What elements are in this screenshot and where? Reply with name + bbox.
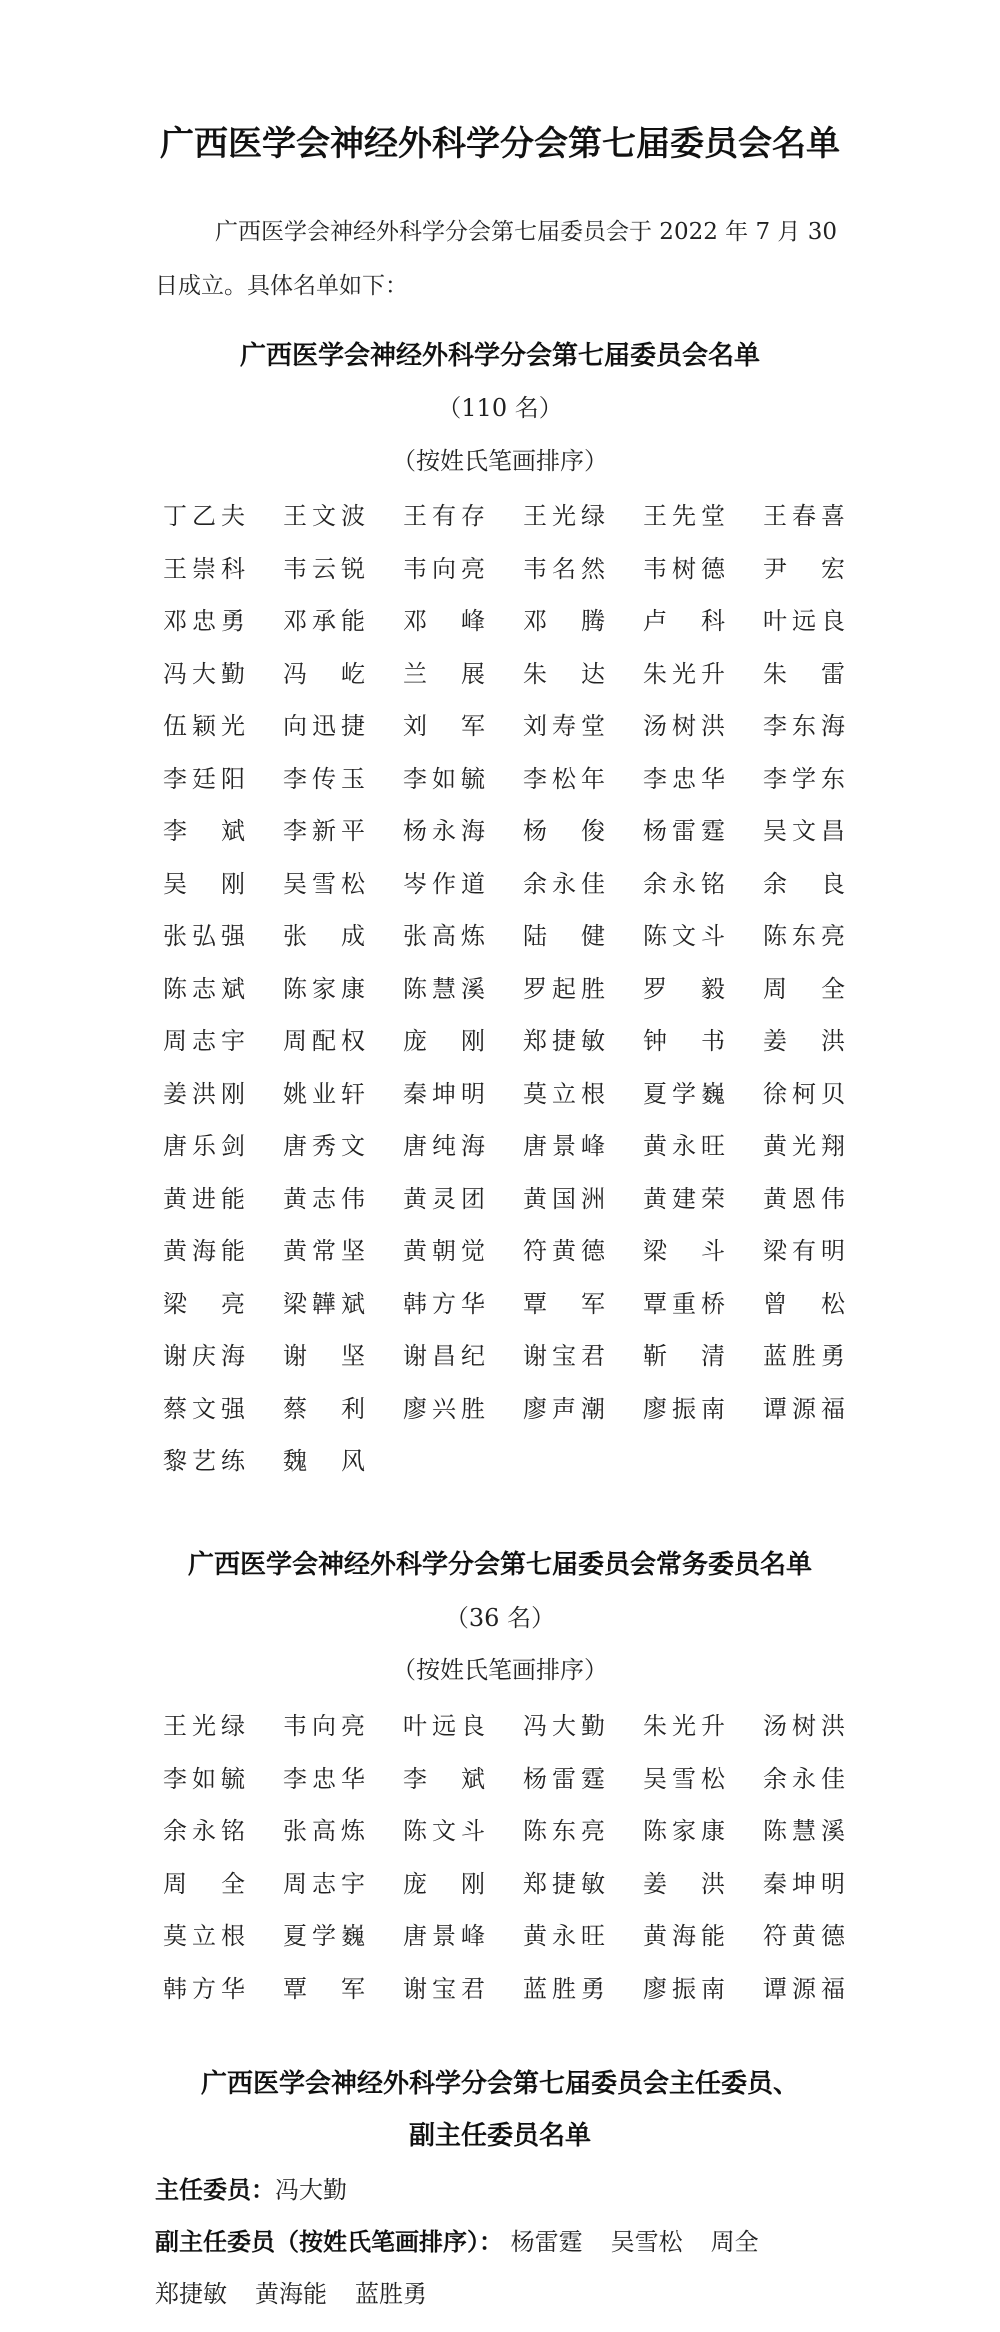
member-name: 余永铭 xyxy=(163,1817,245,1845)
member-name: 张高炼 xyxy=(283,1817,365,1845)
member-name: 谢昌纪 xyxy=(403,1342,485,1370)
member-name: 覃重桥 xyxy=(643,1289,725,1318)
member-name: 李学东 xyxy=(763,764,845,793)
standing-title: 广西医学会神经外科学分会第七届委员会常务委员名单 xyxy=(187,1550,812,1580)
member-name: 覃军 xyxy=(523,1289,605,1318)
member-name: 符黄德 xyxy=(523,1237,605,1265)
member-name: 蓝胜勇 xyxy=(763,1342,845,1370)
member-name: 王有存 xyxy=(403,502,485,530)
member-name: 蔡利 xyxy=(283,1394,365,1423)
member-name: 梁有明 xyxy=(763,1237,845,1265)
member-name: 罗毅 xyxy=(643,974,725,1003)
member-name: 余良 xyxy=(763,869,845,898)
member-name: 杨雷霆 xyxy=(643,817,725,845)
member-name: 陈志斌 xyxy=(163,974,245,1003)
member-name: 姚业轩 xyxy=(283,1079,365,1108)
vice-chair-name: 吴雪松 xyxy=(610,2228,683,2256)
member-name: 邓峰 xyxy=(403,607,485,635)
member-name: 黄朝觉 xyxy=(403,1237,485,1265)
member-name: 黄永旺 xyxy=(643,1132,725,1160)
member-name: 梁亮 xyxy=(163,1289,245,1318)
member-name: 张弘强 xyxy=(163,922,245,950)
member-name: 姜洪 xyxy=(763,1027,845,1055)
member-name: 韦树德 xyxy=(643,554,725,583)
standing-order-note: （按姓氏笔画排序） xyxy=(392,1656,608,1684)
member-name: 黄海能 xyxy=(643,1922,725,1950)
member-name: 靳清 xyxy=(643,1342,725,1370)
member-name: 李松年 xyxy=(523,764,605,793)
member-name: 冯大勤 xyxy=(163,659,245,688)
vice-chair-name: 郑捷敏 xyxy=(155,2280,227,2308)
member-name: 李廷阳 xyxy=(163,764,245,793)
member-name: 韦名然 xyxy=(523,554,605,583)
member-name: 唐纯海 xyxy=(403,1132,485,1160)
member-name: 谢庆海 xyxy=(163,1342,245,1370)
member-name: 黎艺练 xyxy=(163,1447,245,1475)
member-name: 秦坤明 xyxy=(763,1869,845,1898)
member-name: 兰展 xyxy=(403,659,485,688)
member-name: 李忠华 xyxy=(283,1764,365,1793)
leaders-title-line1: 广西医学会神经外科学分会第七届委员会主任委员、 xyxy=(200,2069,799,2099)
member-name: 梁韡斌 xyxy=(283,1289,365,1318)
member-name: 谭源福 xyxy=(763,1394,845,1423)
member-name: 莫立根 xyxy=(523,1079,605,1108)
member-name: 王光绿 xyxy=(523,502,605,530)
member-name: 周全 xyxy=(763,974,845,1003)
member-name: 黄光翔 xyxy=(763,1132,845,1160)
member-name: 钟书 xyxy=(643,1027,725,1055)
committee-title: 广西医学会神经外科学分会第七届委员会名单 xyxy=(239,341,760,371)
chair-name: 冯大勤 xyxy=(275,2176,347,2204)
member-name: 罗起胜 xyxy=(523,974,605,1003)
member-name: 郑捷敏 xyxy=(523,1027,605,1055)
member-name: 李如毓 xyxy=(163,1764,245,1793)
member-name: 陈东亮 xyxy=(523,1817,605,1845)
member-name: 姜洪刚 xyxy=(163,1079,245,1108)
vice-chair-label: 副主任委员（按姓氏笔画排序）： xyxy=(155,2228,503,2256)
member-name: 吴文昌 xyxy=(763,817,845,845)
member-name: 陈家康 xyxy=(643,1817,725,1845)
vice-chair-name: 杨雷霆 xyxy=(510,2228,583,2256)
member-name: 李忠华 xyxy=(643,764,725,793)
member-name: 韩方华 xyxy=(403,1289,485,1318)
committee-count: （110 名） xyxy=(437,394,563,422)
member-name: 邓承能 xyxy=(283,607,365,635)
member-name: 莫立根 xyxy=(163,1922,245,1950)
member-name: 刘寿堂 xyxy=(523,712,605,740)
member-name: 周配权 xyxy=(283,1027,365,1055)
member-name: 伍颖光 xyxy=(163,712,245,740)
member-name: 唐景峰 xyxy=(403,1922,485,1950)
member-name: 韦向亮 xyxy=(283,1712,365,1740)
member-name: 朱光升 xyxy=(643,659,725,688)
member-name: 王光绿 xyxy=(163,1712,245,1740)
member-name: 朱雷 xyxy=(763,659,845,688)
member-name: 廖振南 xyxy=(643,1394,725,1423)
member-name: 覃军 xyxy=(283,1974,365,2003)
member-name: 谢坚 xyxy=(283,1342,365,1370)
member-name: 周志宇 xyxy=(163,1027,245,1055)
member-name: 余永佳 xyxy=(523,869,605,898)
vice-chair-name: 蓝胜勇 xyxy=(355,2280,427,2308)
page-title: 广西医学会神经外科学分会第七届委员会名单 xyxy=(160,124,840,164)
chair-label: 主任委员： xyxy=(155,2176,275,2204)
member-name: 朱光升 xyxy=(643,1712,725,1740)
member-name: 张高炼 xyxy=(403,922,485,950)
member-name: 邓忠勇 xyxy=(163,607,245,635)
intro-paragraph: 广西医学会神经外科学分会第七届委员会于 2022 年 7 月 30 日成立。具体名单如下： xyxy=(155,219,837,299)
member-name: 张成 xyxy=(283,922,365,950)
member-name: 唐乐剑 xyxy=(163,1132,245,1160)
member-name: 黄永旺 xyxy=(523,1922,605,1950)
member-name: 冯屹 xyxy=(283,659,365,688)
member-name: 廖声潮 xyxy=(523,1394,605,1423)
member-name: 廖兴胜 xyxy=(403,1394,485,1423)
member-name: 叶远良 xyxy=(763,607,845,635)
member-name: 谢宝君 xyxy=(523,1342,605,1370)
member-name: 黄灵团 xyxy=(403,1184,485,1213)
member-name: 庞刚 xyxy=(403,1869,485,1898)
member-name: 陈慧溪 xyxy=(763,1817,845,1845)
member-name: 周全 xyxy=(163,1869,245,1898)
member-name: 唐秀文 xyxy=(283,1132,365,1160)
member-name: 王先堂 xyxy=(643,502,725,530)
committee-order-note: （按姓氏笔画排序） xyxy=(392,447,608,475)
member-name: 韦向亮 xyxy=(403,554,485,583)
member-name: 陈文斗 xyxy=(403,1817,485,1845)
member-name: 黄志伟 xyxy=(283,1184,365,1213)
member-name: 陈慧溪 xyxy=(403,974,485,1003)
member-name: 吴雪松 xyxy=(643,1764,725,1793)
member-name: 姜洪 xyxy=(643,1869,725,1898)
member-name: 丁乙夫 xyxy=(163,502,245,530)
member-name: 符黄德 xyxy=(763,1922,845,1950)
member-name: 韦云锐 xyxy=(283,554,365,583)
member-name: 李传玉 xyxy=(283,764,365,793)
member-name: 李东海 xyxy=(763,712,845,740)
member-name: 徐柯贝 xyxy=(763,1079,845,1108)
vice-chair-name: 黄海能 xyxy=(255,2280,327,2308)
member-name: 尹宏 xyxy=(763,554,845,583)
member-name: 汤树洪 xyxy=(763,1712,845,1740)
member-name: 韩方华 xyxy=(163,1974,245,2003)
leaders-title-line2: 副主任委员名单 xyxy=(408,2121,591,2151)
member-name: 魏风 xyxy=(283,1447,365,1475)
member-name: 郑捷敏 xyxy=(523,1869,605,1898)
member-name: 王崇科 xyxy=(163,554,245,583)
member-name: 叶远良 xyxy=(403,1712,485,1740)
member-name: 夏学巍 xyxy=(283,1922,365,1950)
member-name: 廖振南 xyxy=(643,1974,725,2003)
member-name: 谭源福 xyxy=(763,1974,845,2003)
member-name: 杨俊 xyxy=(523,817,605,845)
member-name: 卢科 xyxy=(643,607,725,635)
member-name: 庞刚 xyxy=(403,1027,485,1055)
member-name: 黄进能 xyxy=(163,1184,245,1213)
member-name: 杨雷霆 xyxy=(523,1764,605,1793)
member-name: 余永佳 xyxy=(763,1764,845,1793)
vice-chair-name: 周全 xyxy=(710,2228,759,2256)
member-name: 李如毓 xyxy=(403,764,485,793)
member-name: 陈家康 xyxy=(283,974,365,1003)
member-name: 陆健 xyxy=(523,922,605,950)
vice-chair-line-2 xyxy=(155,2276,875,2312)
member-name: 汤树洪 xyxy=(643,712,725,740)
member-name: 周志宇 xyxy=(283,1869,365,1898)
member-name: 冯大勤 xyxy=(523,1712,605,1740)
member-name: 蔡文强 xyxy=(163,1394,245,1423)
standing-count: （36 名） xyxy=(444,1604,556,1632)
member-name: 王春喜 xyxy=(763,502,845,530)
member-name: 陈东亮 xyxy=(763,922,845,950)
member-name: 黄海能 xyxy=(163,1237,245,1265)
standing-name-grid xyxy=(163,1700,883,2015)
member-name: 唐景峰 xyxy=(523,1132,605,1160)
member-name: 吴刚 xyxy=(163,869,245,898)
member-name: 蓝胜勇 xyxy=(523,1974,605,2003)
member-name: 夏学巍 xyxy=(643,1079,725,1108)
chair-line xyxy=(155,2172,875,2208)
member-name: 黄国洲 xyxy=(523,1184,605,1213)
member-name: 曾松 xyxy=(763,1289,845,1318)
member-name: 李新平 xyxy=(283,817,365,845)
member-name: 谢宝君 xyxy=(403,1974,485,2003)
member-name: 刘军 xyxy=(403,712,485,740)
member-name: 陈文斗 xyxy=(643,922,725,950)
member-name: 梁斗 xyxy=(643,1237,725,1265)
member-name: 黄常坚 xyxy=(283,1237,365,1265)
member-name: 朱达 xyxy=(523,659,605,688)
member-name: 吴雪松 xyxy=(283,869,365,898)
member-name: 李斌 xyxy=(403,1764,485,1793)
member-name: 李斌 xyxy=(163,817,245,845)
member-name: 向迅捷 xyxy=(283,712,365,740)
committee-name-grid xyxy=(163,490,883,1488)
vice-chair-line-1 xyxy=(155,2224,875,2260)
member-name: 黄建荣 xyxy=(643,1184,725,1213)
member-name: 邓腾 xyxy=(523,607,605,635)
member-name: 杨永海 xyxy=(403,817,485,845)
member-name: 秦坤明 xyxy=(403,1079,485,1108)
member-name: 余永铭 xyxy=(643,869,725,898)
member-name: 黄恩伟 xyxy=(763,1184,845,1213)
member-name: 岑作道 xyxy=(403,869,485,898)
member-name: 王文波 xyxy=(283,502,365,530)
